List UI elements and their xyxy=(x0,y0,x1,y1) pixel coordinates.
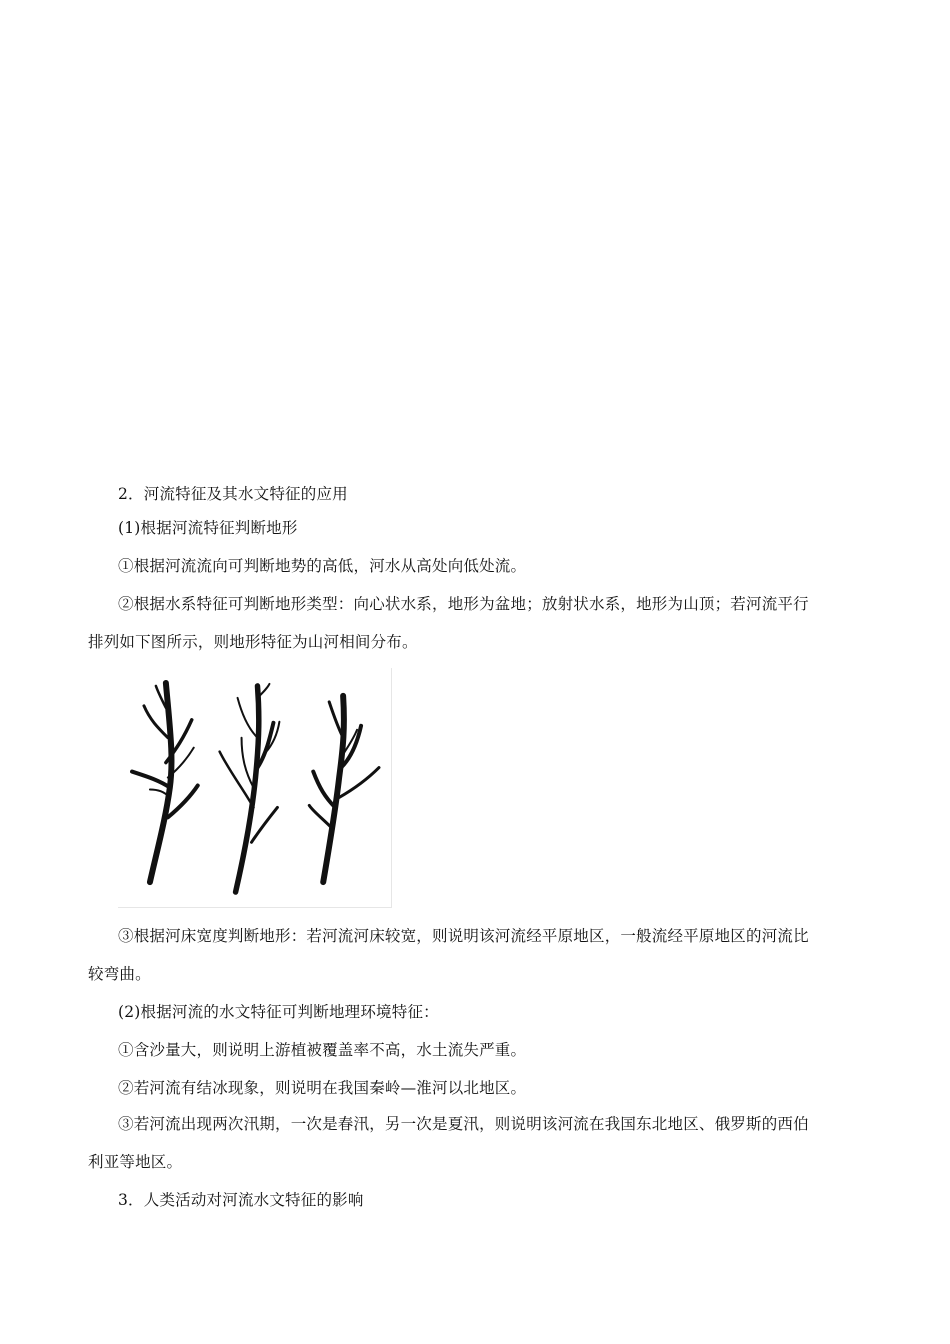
subsection-heading-2: (2)根据河流的水文特征可判断地理环境特征： xyxy=(118,1003,439,1021)
subsection-heading-1: (1)根据河流特征判断地形 xyxy=(118,519,298,537)
paragraph-sediment: ①含沙量大，则说明上游植被覆盖率不高，水土流失严重。 xyxy=(118,1041,527,1059)
paragraph-riverbed-width-line1: ③根据河床宽度判断地形：若河流河床较宽，则说明该河流经平原地区，一般流经平原地区的河流比 xyxy=(118,927,809,945)
paragraph-flood-seasons-line1: ③若河流出现两次汛期，一次是春汛，另一次是夏汛，则说明该河流在我国东北地区、俄罗斯的西伯 xyxy=(118,1115,809,1133)
paragraph-riverbed-width-line2: 较弯曲。 xyxy=(88,965,151,983)
paragraph-flow-direction: ①根据河流流向可判断地势的高低，河水从高处向低处流。 xyxy=(118,557,527,575)
section-heading-3: 3．人类活动对河流水文特征的影响 xyxy=(118,1191,364,1209)
paragraph-drainage-pattern-line2: 排列如下图所示，则地形特征为山河相间分布。 xyxy=(88,633,418,651)
parallel-river-systems-icon xyxy=(118,668,391,907)
parallel-rivers-figure xyxy=(118,668,392,908)
paragraph-flood-seasons-line2: 利亚等地区。 xyxy=(88,1153,183,1171)
paragraph-drainage-pattern-line1: ②根据水系特征可判断地形类型：向心状水系，地形为盆地；放射状水系，地形为山顶；若河流平行 xyxy=(118,595,809,613)
section-heading-2: 2．河流特征及其水文特征的应用 xyxy=(118,485,348,503)
paragraph-freezing: ②若河流有结冰现象，则说明在我国秦岭—淮河以北地区。 xyxy=(118,1079,527,1097)
